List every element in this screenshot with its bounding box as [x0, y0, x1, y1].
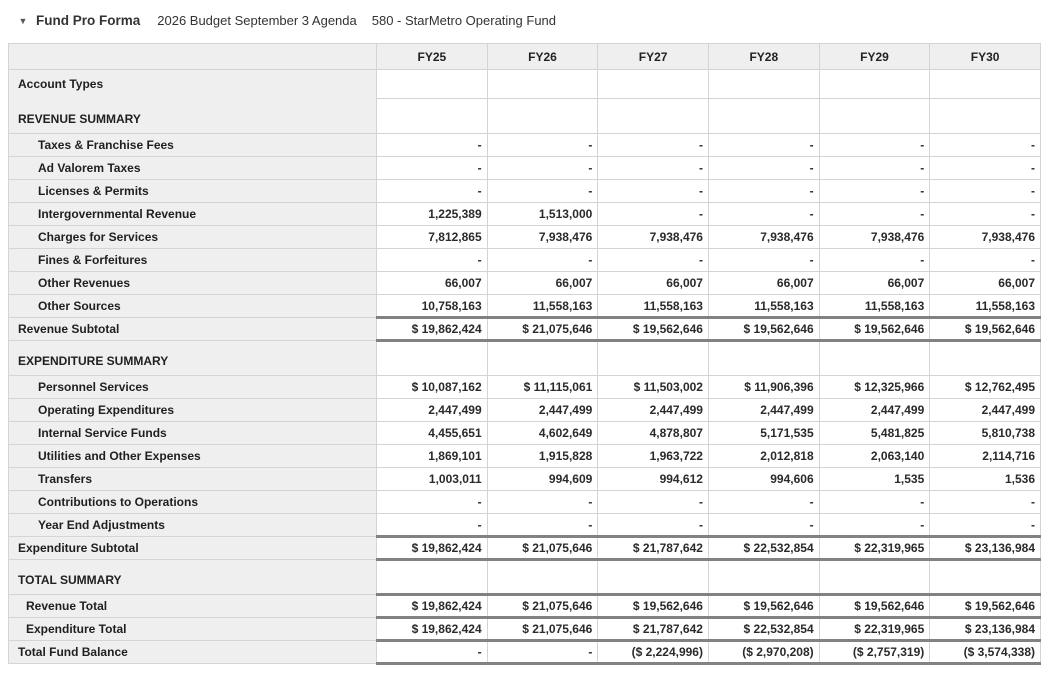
- cell-personnel-services-fy27: $ 11,503,002: [598, 376, 709, 399]
- cell-utilities-and-other-expenses-fy25: 1,869,101: [377, 445, 488, 468]
- cell-operating-expenditures-fy28: 2,447,499: [708, 399, 819, 422]
- row-label-other-revenues: Other Revenues: [9, 272, 377, 295]
- cell-internal-service-funds-fy26: 4,602,649: [487, 422, 598, 445]
- cell-total-fund-balance-fy26: -: [487, 641, 598, 664]
- cell-licenses-permits-fy29: -: [819, 180, 930, 203]
- cell-other-sources-fy25: 10,758,163: [377, 295, 488, 318]
- collapse-caret-icon[interactable]: ▼: [18, 15, 28, 26]
- table-header: [9, 44, 1041, 70]
- row-revenue-summary: [9, 99, 1041, 134]
- title-bar: [10, 9, 1047, 31]
- cell-revenue-total-fy25: $ 19,862,424: [377, 595, 488, 618]
- cell-total-summary-fy27: [598, 560, 709, 595]
- row-label-transfers: Transfers: [9, 468, 377, 491]
- cell-personnel-services-fy29: $ 12,325,966: [819, 376, 930, 399]
- cell-expenditure-total-fy25: $ 19,862,424: [377, 618, 488, 641]
- table-body: [9, 70, 1041, 664]
- header-row: [9, 44, 1041, 70]
- cell-contributions-to-operations-fy29: -: [819, 491, 930, 514]
- row-label-operating-expenditures: Operating Expenditures: [9, 399, 377, 422]
- row-account-types: [9, 70, 1041, 99]
- row-utilities-and-other-expenses: [9, 445, 1041, 468]
- row-expenditure-subtotal: [9, 537, 1041, 560]
- cell-other-sources-fy28: 11,558,163: [708, 295, 819, 318]
- row-label-contributions-to-operations: Contributions to Operations: [9, 491, 377, 514]
- cell-expenditure-subtotal-fy28: $ 22,532,854: [708, 537, 819, 560]
- row-expenditure-summary: [9, 341, 1041, 376]
- cell-year-end-adjustments-fy25: -: [377, 514, 488, 537]
- column-header-fy28: FY28: [708, 44, 819, 70]
- row-taxes-franchise-fees: [9, 134, 1041, 157]
- row-label-charges-for-services: Charges for Services: [9, 226, 377, 249]
- cell-revenue-total-fy27: $ 19,562,646: [598, 595, 709, 618]
- row-label-revenue-summary: REVENUE SUMMARY: [9, 99, 377, 134]
- row-personnel-services: [9, 376, 1041, 399]
- cell-fines-forfeitures-fy26: -: [487, 249, 598, 272]
- row-licenses-permits: [9, 180, 1041, 203]
- cell-licenses-permits-fy28: -: [708, 180, 819, 203]
- cell-transfers-fy29: 1,535: [819, 468, 930, 491]
- cell-expenditure-summary-fy27: [598, 341, 709, 376]
- cell-total-fund-balance-fy29: ($ 2,757,319): [819, 641, 930, 664]
- cell-other-sources-fy29: 11,558,163: [819, 295, 930, 318]
- cell-contributions-to-operations-fy27: -: [598, 491, 709, 514]
- cell-revenue-subtotal-fy26: $ 21,075,646: [487, 318, 598, 341]
- row-label-revenue-subtotal: Revenue Subtotal: [9, 318, 377, 341]
- row-year-end-adjustments: [9, 514, 1041, 537]
- cell-total-fund-balance-fy30: ($ 3,574,338): [930, 641, 1041, 664]
- cell-intergovernmental-revenue-fy27: -: [598, 203, 709, 226]
- cell-transfers-fy27: 994,612: [598, 468, 709, 491]
- cell-expenditure-subtotal-fy26: $ 21,075,646: [487, 537, 598, 560]
- cell-total-summary-fy25: [377, 560, 488, 595]
- cell-account-types-fy25: [377, 70, 488, 99]
- cell-ad-valorem-taxes-fy30: -: [930, 157, 1041, 180]
- cell-total-summary-fy26: [487, 560, 598, 595]
- row-operating-expenditures: [9, 399, 1041, 422]
- cell-other-revenues-fy27: 66,007: [598, 272, 709, 295]
- cell-total-fund-balance-fy28: ($ 2,970,208): [708, 641, 819, 664]
- page-title: Fund Pro Forma: [36, 12, 141, 28]
- row-label-licenses-permits: Licenses & Permits: [9, 180, 377, 203]
- cell-contributions-to-operations-fy28: -: [708, 491, 819, 514]
- cell-operating-expenditures-fy30: 2,447,499: [930, 399, 1041, 422]
- cell-intergovernmental-revenue-fy26: 1,513,000: [487, 203, 598, 226]
- cell-charges-for-services-fy27: 7,938,476: [598, 226, 709, 249]
- column-header-fy27: FY27: [598, 44, 709, 70]
- cell-internal-service-funds-fy29: 5,481,825: [819, 422, 930, 445]
- row-label-account-types: Account Types: [9, 70, 377, 99]
- cell-taxes-franchise-fees-fy25: -: [377, 134, 488, 157]
- row-total-summary: [9, 560, 1041, 595]
- row-fines-forfeitures: [9, 249, 1041, 272]
- cell-expenditure-subtotal-fy25: $ 19,862,424: [377, 537, 488, 560]
- cell-ad-valorem-taxes-fy26: -: [487, 157, 598, 180]
- cell-expenditure-summary-fy28: [708, 341, 819, 376]
- cell-internal-service-funds-fy28: 5,171,535: [708, 422, 819, 445]
- cell-intergovernmental-revenue-fy29: -: [819, 203, 930, 226]
- cell-revenue-summary-fy29: [819, 99, 930, 134]
- cell-operating-expenditures-fy26: 2,447,499: [487, 399, 598, 422]
- cell-expenditure-total-fy30: $ 23,136,984: [930, 618, 1041, 641]
- cell-revenue-total-fy30: $ 19,562,646: [930, 595, 1041, 618]
- row-transfers: [9, 468, 1041, 491]
- cell-other-revenues-fy30: 66,007: [930, 272, 1041, 295]
- cell-expenditure-subtotal-fy30: $ 23,136,984: [930, 537, 1041, 560]
- row-revenue-subtotal: [9, 318, 1041, 341]
- cell-intergovernmental-revenue-fy30: -: [930, 203, 1041, 226]
- cell-personnel-services-fy28: $ 11,906,396: [708, 376, 819, 399]
- cell-revenue-total-fy29: $ 19,562,646: [819, 595, 930, 618]
- cell-charges-for-services-fy29: 7,938,476: [819, 226, 930, 249]
- row-label-total-summary: TOTAL SUMMARY: [9, 560, 377, 595]
- column-header-fy26: FY26: [487, 44, 598, 70]
- row-total-fund-balance: [9, 641, 1041, 664]
- cell-total-fund-balance-fy27: ($ 2,224,996): [598, 641, 709, 664]
- cell-charges-for-services-fy26: 7,938,476: [487, 226, 598, 249]
- cell-year-end-adjustments-fy26: -: [487, 514, 598, 537]
- row-other-revenues: [9, 272, 1041, 295]
- row-label-personnel-services: Personnel Services: [9, 376, 377, 399]
- cell-fines-forfeitures-fy27: -: [598, 249, 709, 272]
- budget-context-label: 2026 Budget September 3 Agenda: [157, 12, 357, 28]
- cell-other-revenues-fy28: 66,007: [708, 272, 819, 295]
- row-other-sources: [9, 295, 1041, 318]
- cell-account-types-fy26: [487, 70, 598, 99]
- row-label-intergovernmental-revenue: Intergovernmental Revenue: [9, 203, 377, 226]
- cell-expenditure-subtotal-fy29: $ 22,319,965: [819, 537, 930, 560]
- column-header-fy25: FY25: [377, 44, 488, 70]
- cell-total-summary-fy29: [819, 560, 930, 595]
- cell-internal-service-funds-fy30: 5,810,738: [930, 422, 1041, 445]
- cell-ad-valorem-taxes-fy25: -: [377, 157, 488, 180]
- cell-total-summary-fy30: [930, 560, 1041, 595]
- row-revenue-total: [9, 595, 1041, 618]
- corner-header-cell: [9, 44, 377, 70]
- cell-expenditure-summary-fy26: [487, 341, 598, 376]
- row-label-utilities-and-other-expenses: Utilities and Other Expenses: [9, 445, 377, 468]
- cell-taxes-franchise-fees-fy27: -: [598, 134, 709, 157]
- cell-transfers-fy30: 1,536: [930, 468, 1041, 491]
- cell-other-revenues-fy26: 66,007: [487, 272, 598, 295]
- cell-personnel-services-fy30: $ 12,762,495: [930, 376, 1041, 399]
- cell-utilities-and-other-expenses-fy27: 1,963,722: [598, 445, 709, 468]
- cell-charges-for-services-fy30: 7,938,476: [930, 226, 1041, 249]
- cell-internal-service-funds-fy27: 4,878,807: [598, 422, 709, 445]
- cell-utilities-and-other-expenses-fy30: 2,114,716: [930, 445, 1041, 468]
- cell-year-end-adjustments-fy28: -: [708, 514, 819, 537]
- row-label-internal-service-funds: Internal Service Funds: [9, 422, 377, 445]
- cell-ad-valorem-taxes-fy29: -: [819, 157, 930, 180]
- cell-account-types-fy28: [708, 70, 819, 99]
- cell-transfers-fy25: 1,003,011: [377, 468, 488, 491]
- row-charges-for-services: [9, 226, 1041, 249]
- cell-year-end-adjustments-fy27: -: [598, 514, 709, 537]
- cell-licenses-permits-fy25: -: [377, 180, 488, 203]
- cell-expenditure-summary-fy30: [930, 341, 1041, 376]
- row-intergovernmental-revenue: [9, 203, 1041, 226]
- cell-utilities-and-other-expenses-fy26: 1,915,828: [487, 445, 598, 468]
- row-label-expenditure-total: Expenditure Total: [9, 618, 377, 641]
- cell-expenditure-total-fy28: $ 22,532,854: [708, 618, 819, 641]
- cell-revenue-subtotal-fy30: $ 19,562,646: [930, 318, 1041, 341]
- cell-other-sources-fy30: 11,558,163: [930, 295, 1041, 318]
- cell-fines-forfeitures-fy30: -: [930, 249, 1041, 272]
- cell-personnel-services-fy26: $ 11,115,061: [487, 376, 598, 399]
- cell-account-types-fy30: [930, 70, 1041, 99]
- cell-fines-forfeitures-fy29: -: [819, 249, 930, 272]
- cell-charges-for-services-fy28: 7,938,476: [708, 226, 819, 249]
- cell-year-end-adjustments-fy30: -: [930, 514, 1041, 537]
- cell-personnel-services-fy25: $ 10,087,162: [377, 376, 488, 399]
- row-label-ad-valorem-taxes: Ad Valorem Taxes: [9, 157, 377, 180]
- row-contributions-to-operations: [9, 491, 1041, 514]
- cell-contributions-to-operations-fy26: -: [487, 491, 598, 514]
- row-label-total-fund-balance: Total Fund Balance: [9, 641, 377, 664]
- cell-account-types-fy29: [819, 70, 930, 99]
- cell-fines-forfeitures-fy28: -: [708, 249, 819, 272]
- cell-operating-expenditures-fy27: 2,447,499: [598, 399, 709, 422]
- fund-context-label: 580 - StarMetro Operating Fund: [371, 12, 557, 28]
- row-internal-service-funds: [9, 422, 1041, 445]
- cell-other-sources-fy27: 11,558,163: [598, 295, 709, 318]
- cell-taxes-franchise-fees-fy29: -: [819, 134, 930, 157]
- cell-other-sources-fy26: 11,558,163: [487, 295, 598, 318]
- column-header-fy29: FY29: [819, 44, 930, 70]
- cell-licenses-permits-fy27: -: [598, 180, 709, 203]
- cell-charges-for-services-fy25: 7,812,865: [377, 226, 488, 249]
- cell-contributions-to-operations-fy25: -: [377, 491, 488, 514]
- cell-licenses-permits-fy26: -: [487, 180, 598, 203]
- cell-year-end-adjustments-fy29: -: [819, 514, 930, 537]
- cell-revenue-summary-fy26: [487, 99, 598, 134]
- cell-revenue-subtotal-fy27: $ 19,562,646: [598, 318, 709, 341]
- cell-taxes-franchise-fees-fy26: -: [487, 134, 598, 157]
- cell-intergovernmental-revenue-fy28: -: [708, 203, 819, 226]
- cell-revenue-total-fy26: $ 21,075,646: [487, 595, 598, 618]
- cell-expenditure-summary-fy25: [377, 341, 488, 376]
- fund-pro-forma-table: [8, 43, 1041, 665]
- cell-taxes-franchise-fees-fy28: -: [708, 134, 819, 157]
- cell-other-revenues-fy25: 66,007: [377, 272, 488, 295]
- column-header-fy30: FY30: [930, 44, 1041, 70]
- row-label-expenditure-subtotal: Expenditure Subtotal: [9, 537, 377, 560]
- cell-expenditure-total-fy26: $ 21,075,646: [487, 618, 598, 641]
- cell-operating-expenditures-fy29: 2,447,499: [819, 399, 930, 422]
- cell-licenses-permits-fy30: -: [930, 180, 1041, 203]
- cell-expenditure-subtotal-fy27: $ 21,787,642: [598, 537, 709, 560]
- cell-revenue-subtotal-fy28: $ 19,562,646: [708, 318, 819, 341]
- cell-total-fund-balance-fy25: -: [377, 641, 488, 664]
- cell-revenue-subtotal-fy29: $ 19,562,646: [819, 318, 930, 341]
- row-label-other-sources: Other Sources: [9, 295, 377, 318]
- cell-revenue-summary-fy28: [708, 99, 819, 134]
- cell-contributions-to-operations-fy30: -: [930, 491, 1041, 514]
- cell-fines-forfeitures-fy25: -: [377, 249, 488, 272]
- row-expenditure-total: [9, 618, 1041, 641]
- cell-total-summary-fy28: [708, 560, 819, 595]
- cell-expenditure-summary-fy29: [819, 341, 930, 376]
- row-label-taxes-franchise-fees: Taxes & Franchise Fees: [9, 134, 377, 157]
- cell-revenue-subtotal-fy25: $ 19,862,424: [377, 318, 488, 341]
- cell-revenue-summary-fy30: [930, 99, 1041, 134]
- cell-ad-valorem-taxes-fy27: -: [598, 157, 709, 180]
- cell-taxes-franchise-fees-fy30: -: [930, 134, 1041, 157]
- cell-ad-valorem-taxes-fy28: -: [708, 157, 819, 180]
- row-label-year-end-adjustments: Year End Adjustments: [9, 514, 377, 537]
- cell-other-revenues-fy29: 66,007: [819, 272, 930, 295]
- cell-revenue-total-fy28: $ 19,562,646: [708, 595, 819, 618]
- cell-transfers-fy28: 994,606: [708, 468, 819, 491]
- cell-expenditure-total-fy27: $ 21,787,642: [598, 618, 709, 641]
- cell-utilities-and-other-expenses-fy28: 2,012,818: [708, 445, 819, 468]
- cell-account-types-fy27: [598, 70, 709, 99]
- cell-revenue-summary-fy27: [598, 99, 709, 134]
- cell-transfers-fy26: 994,609: [487, 468, 598, 491]
- row-label-fines-forfeitures: Fines & Forfeitures: [9, 249, 377, 272]
- cell-revenue-summary-fy25: [377, 99, 488, 134]
- cell-operating-expenditures-fy25: 2,447,499: [377, 399, 488, 422]
- cell-expenditure-total-fy29: $ 22,319,965: [819, 618, 930, 641]
- row-label-expenditure-summary: EXPENDITURE SUMMARY: [9, 341, 377, 376]
- row-ad-valorem-taxes: [9, 157, 1041, 180]
- cell-internal-service-funds-fy25: 4,455,651: [377, 422, 488, 445]
- cell-intergovernmental-revenue-fy25: 1,225,389: [377, 203, 488, 226]
- cell-utilities-and-other-expenses-fy29: 2,063,140: [819, 445, 930, 468]
- row-label-revenue-total: Revenue Total: [9, 595, 377, 618]
